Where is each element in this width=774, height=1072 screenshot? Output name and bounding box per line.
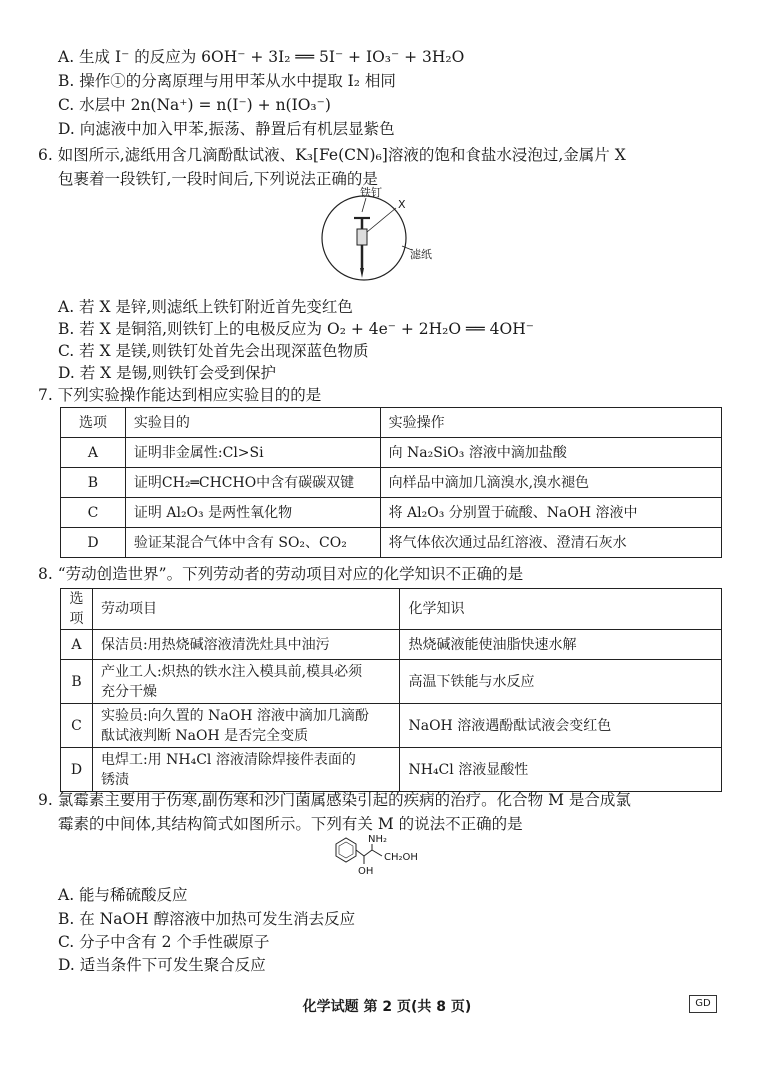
label-x: X bbox=[398, 198, 406, 211]
q9-stem-line2: 霉素的中间体,其结构简式如图所示。下列有关 M 的说法不正确的是 bbox=[58, 815, 523, 833]
table-cell: A bbox=[61, 630, 93, 660]
benzene-inner bbox=[339, 842, 353, 858]
table-cell bbox=[92, 630, 400, 660]
q9-structure-formula bbox=[326, 834, 446, 884]
cell-line: 保洁员:用热烧碱溶液清洗灶具中油污 bbox=[100, 636, 330, 653]
label-nail: 铁钉 bbox=[360, 186, 382, 199]
table-cell: 将气体依次通过品红溶液、澄清石灰水 bbox=[380, 528, 721, 558]
cell-line: 锈渍 bbox=[100, 771, 129, 788]
cell-line: 充分干燥 bbox=[100, 683, 157, 700]
q6-option-b: B. 若 X 是铜箔,则铁钉上的电极反应为 O₂ + 4e⁻ + 2H₂O ══ 4OH⁻ bbox=[58, 320, 534, 338]
x-label-pointer bbox=[367, 208, 396, 232]
q6-figure-nail-in-paper bbox=[310, 184, 450, 294]
q6-stem-line2: 包裹着一段铁钉,一段时间后,下列说法正确的是 bbox=[58, 170, 378, 188]
q9-stem-line1: 9. 氯霉素主要用于伤寒,副伤寒和沙门菌属感染引起的疾病的治疗。化合物 M 是合成氯 bbox=[38, 791, 631, 809]
nail-label-pointer bbox=[362, 198, 366, 212]
table-cell: C bbox=[61, 498, 126, 528]
table-row bbox=[61, 528, 722, 558]
group-ch2oh: CH₂OH bbox=[384, 852, 418, 863]
table-cell: D bbox=[61, 748, 93, 792]
table-cell bbox=[92, 704, 400, 748]
table-cell: 证明 Al₂O₃ 是两性氧化物 bbox=[125, 498, 380, 528]
group-nh2: NH₂ bbox=[368, 834, 388, 845]
table-cell: 向 Na₂SiO₃ 溶液中滴加盐酸 bbox=[380, 438, 721, 468]
table-cell: C bbox=[61, 704, 93, 748]
table-cell: 将 Al₂O₃ 分别置于硫酸、NaOH 溶液中 bbox=[380, 498, 721, 528]
q9-option-c: C. 分子中含有 2 个手性碳原子 bbox=[58, 933, 270, 951]
table-cell: NaOH 溶液遇酚酞试液会变红色 bbox=[400, 704, 722, 748]
table-header-cell: 劳动项目 bbox=[92, 589, 400, 630]
q8-table bbox=[60, 588, 722, 792]
cell-line: 产业工人:炽热的铁水注入模具前,模具必须 bbox=[100, 663, 363, 680]
table-cell: A bbox=[61, 438, 126, 468]
table-header-cell: 实验操作 bbox=[380, 408, 721, 438]
q9-option-b: B. 在 NaOH 醇溶液中加热可发生消去反应 bbox=[58, 910, 356, 928]
table-header-row bbox=[61, 589, 722, 630]
metal-x-sheet bbox=[357, 229, 367, 245]
group-oh: OH bbox=[358, 866, 374, 877]
q6-stem-line1: 6. 如图所示,滤纸用含几滴酚酞试液、K₃[Fe(CN)₆]溶液的饱和食盐水浸泡过,金属片 X bbox=[38, 146, 626, 164]
cell-line: 酞试液判断 NaOH 是否完全变质 bbox=[100, 727, 309, 744]
bond-ring-c1 bbox=[356, 850, 364, 856]
table-header-cell: 选项 bbox=[61, 408, 126, 438]
q5-option-c: C. 水层中 2n(Na⁺) = n(I⁻) + n(IO₃⁻) bbox=[58, 96, 331, 114]
cell-line: 实验员:向久置的 NaOH 溶液中滴加几滴酚 bbox=[100, 707, 369, 724]
table-cell bbox=[92, 660, 400, 704]
table-header-cell: 实验目的 bbox=[125, 408, 380, 438]
table-header-cell: 选项 bbox=[61, 589, 93, 630]
region-badge: GD bbox=[689, 995, 717, 1013]
q6-option-c: C. 若 X 是镁,则铁钉处首先会出现深蓝色物质 bbox=[58, 342, 369, 360]
table-row bbox=[61, 498, 722, 528]
page-footer: 化学试题 第 2 页(共 8 页) bbox=[302, 999, 472, 1015]
q5-option-a: A. 生成 I⁻ 的反应为 6OH⁻ + 3I₂ ══ 5I⁻ + IO₃⁻ + 3H₂O bbox=[58, 48, 465, 66]
table-cell: 证明非金属性:Cl>Si bbox=[125, 438, 380, 468]
bond-c2-c3 bbox=[372, 850, 382, 856]
q9-option-a: A. 能与稀硫酸反应 bbox=[58, 886, 188, 904]
table-cell: 证明CH₂═CHCHO中含有碳碳双键 bbox=[125, 468, 380, 498]
q6-option-d: D. 若 X 是锡,则铁钉会受到保护 bbox=[58, 364, 277, 382]
table-row bbox=[61, 704, 722, 748]
table-cell: B bbox=[61, 468, 126, 498]
table-cell: D bbox=[61, 528, 126, 558]
q6-option-a: A. 若 X 是锌,则滤纸上铁钉附近首先变红色 bbox=[58, 298, 353, 316]
table-cell: 验证某混合气体中含有 SO₂、CO₂ bbox=[125, 528, 380, 558]
table-row bbox=[61, 748, 722, 792]
label-filter-paper: 滤纸 bbox=[410, 248, 432, 261]
table-cell: 向样品中滴加几滴溴水,溴水褪色 bbox=[380, 468, 721, 498]
table-cell: NH₄Cl 溶液显酸性 bbox=[400, 748, 722, 792]
q7-stem: 7. 下列实验操作能达到相应实验目的的是 bbox=[38, 386, 322, 404]
bond-c1-c2 bbox=[364, 850, 372, 856]
q5-option-d: D. 向滤液中加入甲苯,振荡、静置后有机层显紫色 bbox=[58, 120, 395, 138]
q8-stem: 8. “劳动创造世界”。下列劳动者的劳动项目对应的化学知识不正确的是 bbox=[38, 565, 524, 583]
table-header-row bbox=[61, 408, 722, 438]
table-row bbox=[61, 660, 722, 704]
cell-line: 电焊工:用 NH₄Cl 溶液清除焊接件表面的 bbox=[100, 751, 356, 768]
table-row bbox=[61, 438, 722, 468]
q6-figure-svg bbox=[310, 184, 450, 294]
q5-option-b: B. 操作①的分离原理与用甲苯从水中提取 I₂ 相同 bbox=[58, 72, 396, 90]
table-cell: 高温下铁能与水反应 bbox=[400, 660, 722, 704]
nail-tip bbox=[360, 268, 364, 278]
table-cell bbox=[92, 748, 400, 792]
q7-table bbox=[60, 407, 722, 558]
table-header-cell: 化学知识 bbox=[400, 589, 722, 630]
table-cell: 热烧碱液能使油脂快速水解 bbox=[400, 630, 722, 660]
table-row bbox=[61, 630, 722, 660]
q9-option-d: D. 适当条件下可发生聚合反应 bbox=[58, 956, 266, 974]
table-cell: B bbox=[61, 660, 93, 704]
table-row bbox=[61, 468, 722, 498]
